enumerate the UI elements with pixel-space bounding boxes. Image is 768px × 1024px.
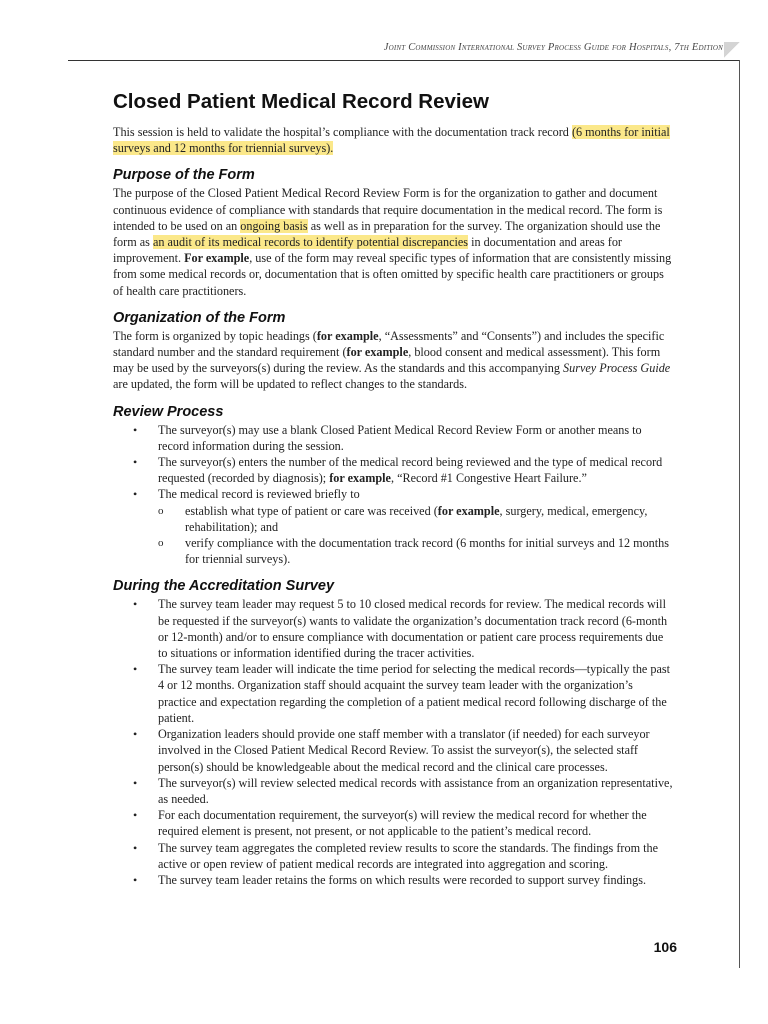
list-item: • For each documentation requirement, the surveyor(s) will review the medical record for whether the required element is present, not present, or not applicable to the patient’s medical record.: [113, 807, 673, 839]
purpose-paragraph: [113, 185, 673, 298]
intro-text: This session is held to validate the hospital’s compliance with the documentation track record: [113, 125, 572, 139]
page-title: Closed Patient Medical Record Review: [113, 90, 489, 113]
organization-italic: Survey Process Guide: [563, 361, 671, 376]
sublist-item: [158, 503, 673, 535]
purpose-highlight-2: an audit of its medical records to identify potential discrepancies: [152, 235, 469, 250]
section-heading-organization: Organization of the Form: [113, 309, 286, 326]
section-heading-purpose: Purpose of the Form: [113, 167, 255, 184]
organization-bold-1: for example: [316, 328, 379, 343]
survey-list: [113, 596, 673, 888]
sublist-item-text: , surgery, medical, emergency, rehabilitation); and: [185, 503, 648, 534]
list-item: • The surveyor(s) will review selected medical records with assistance from an organization representative, as needed.: [113, 775, 673, 807]
sublist-item-bold: for example: [437, 503, 500, 518]
list-item: • The survey team leader retains the forms on which results were recorded to support survey findings.: [113, 872, 673, 888]
page-corner-tab: [724, 42, 740, 58]
list-item-text: The surveyor(s) enters the number of the medical record being reviewed and the type of medical record requested (recorded by diagnosis);: [158, 455, 663, 486]
list-item: [113, 486, 673, 567]
organization-text-4: are updated, the form will be updated to reflect changes to the standards.: [113, 377, 467, 392]
sublist-item: o verify compliance with the documentation track record (6 months for initial surveys and 12 months for triennial surveys).: [158, 535, 673, 567]
section-purpose: [113, 166, 673, 298]
section-organization: [113, 309, 673, 393]
list-item-text: , “Record #1 Congestive Heart Failure.”: [390, 471, 587, 486]
purpose-text-4: , use of the form may reveal specific types of information that are consistently missing from some medical records or, documentation that is often omitted by specific health care practitioners or groups of health care practitioners.: [113, 251, 672, 298]
organization-text-2: , “Assessments” and “Consents”) and includes the specific standard number and the standard requirement (: [113, 328, 665, 360]
review-sublist: [158, 503, 673, 568]
list-item-bold: for example: [329, 471, 391, 486]
running-header: Joint Commission International Survey Process Guide for Hospitals, 7th Edition: [383, 42, 723, 53]
list-item: • Organization leaders should provide one staff member with a translator (if needed) for each surveyor involved in the Closed Patient Medical Record Review. To assist the surveyor(s), the selected staff person(s) should be knowledgeable about the medical record and the clinical care processes.: [113, 726, 673, 775]
sublist-item-text: establish what type of patient or care was received (: [185, 503, 438, 518]
list-item: • The survey team leader may request 5 to 10 closed medical records for review. The medical records will be requested if the surveyor(s) wants to validate the organization’s documentation track record (6-month or 12-month) and/or to ensure compliance with documentation or patient care process requirements due to situations or information identified during the tracer activities.: [113, 596, 673, 661]
section-survey: [113, 577, 673, 888]
purpose-text-1: The purpose of the Closed Patient Medical Record Review Form is for the organization to gather and document continuous evidence of compliance with standards that require documentation in the medical record. The form is intended to be used on an: [113, 186, 663, 233]
header-rule: [68, 60, 740, 61]
purpose-bold: For example: [184, 251, 250, 266]
page-number: 106: [653, 939, 677, 955]
organization-paragraph: [113, 328, 673, 393]
main-content: [113, 88, 673, 888]
list-item: • The survey team aggregates the completed review results to score the standards. The findings from the active or open review of patient medical records are integrated into aggregation and scoring.: [113, 840, 673, 872]
list-item: [113, 454, 673, 486]
section-heading-survey: During the Accreditation Survey: [113, 578, 335, 595]
purpose-highlight-1: ongoing basis: [240, 218, 308, 233]
list-item: • The survey team leader will indicate the time period for selecting the medical records—typically the past 4 or 12 months. Organization staff should acquaint the survey team leader with the organization’s practice and expectation regarding the completion of a patient medical record following discharge of the patient.: [113, 661, 673, 726]
organization-bold-2: for example: [346, 345, 409, 360]
purpose-text-3: in documentation and areas for improvement.: [113, 235, 622, 266]
right-margin-rule: [739, 60, 740, 968]
list-item-text: The medical record is reviewed briefly to: [158, 487, 360, 502]
section-review: [113, 403, 673, 568]
organization-text-3: , blood consent and medical assessment). This form may be used by the surveyors(s) during the review. As the standards and this accompanying: [113, 345, 661, 376]
section-heading-review: Review Process: [113, 403, 224, 420]
organization-text-1: The form is organized by topic headings (: [113, 328, 317, 343]
purpose-text-2: as well as in preparation for the survey. The organization should use the form as: [113, 218, 661, 250]
review-list: [113, 422, 673, 568]
intro-highlight: (6 months for initial surveys and 12 months for triennial surveys).: [113, 125, 670, 156]
list-item: • The surveyor(s) may use a blank Closed Patient Medical Record Review Form or another means to record information during the session.: [113, 422, 673, 454]
intro-paragraph: [113, 124, 673, 156]
